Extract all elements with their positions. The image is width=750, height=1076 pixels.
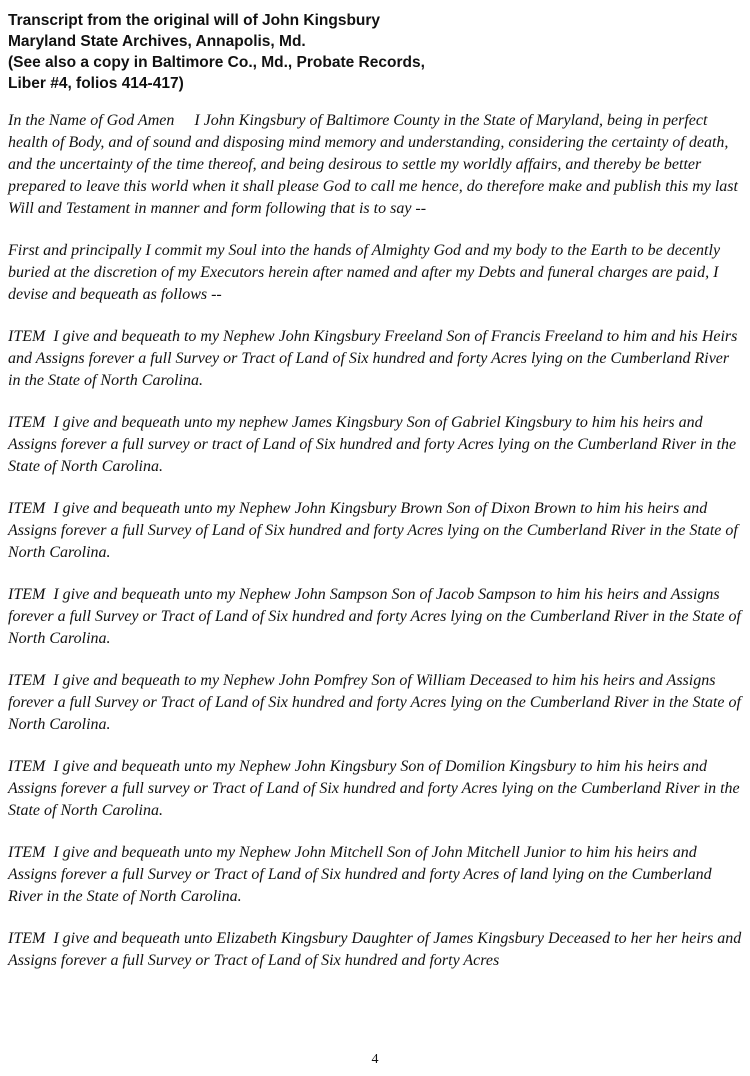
header-line: (See also a copy in Baltimore Co., Md., Probate Records, xyxy=(8,54,425,71)
will-body xyxy=(8,110,745,972)
item-paragraph: ITEM I give and bequeath unto my Nephew John Kingsbury Brown Son of Dixon Brown to him his heirs and Assigns forever a full Survey of Land of Six hundred and forty Acres lying on the Cumberland River in the State of North Carolina. xyxy=(8,500,742,561)
header-line: Maryland State Archives, Annapolis, Md. xyxy=(8,33,306,50)
first-paragraph: First and principally I commit my Soul into the hands of Almighty God and my body to the Earth to be decently buried at the discretion of my Executors herein after named and after my Debts and funeral charges are paid, I devise and bequeath as follows -- xyxy=(8,242,721,303)
item-paragraph: ITEM I give and bequeath to my Nephew John Kingsbury Freeland Son of Francis Freeland to him and his Heirs and Assigns forever a full Survey or Tract of Land of Six hundred and forty Acres lying on the Cumberland River in the State of North Carolina. xyxy=(8,328,742,389)
item-paragraph: ITEM I give and bequeath unto my Nephew John Sampson Son of Jacob Sampson to him his heirs and Assigns forever a full Survey or Tract of Land of Six hundred and forty Acres lying on the Cumberland River in the State of North Carolina. xyxy=(8,586,745,647)
item-paragraph: ITEM I give and bequeath unto my Nephew John Mitchell Son of John Mitchell Junior to him his heirs and Assigns forever a full Survey or Tract of Land of Six hundred and forty Acres of land lying on the Cumberland River in the State of North Carolina. xyxy=(8,844,716,905)
page-number: 4 xyxy=(371,1052,379,1067)
preamble-paragraph: In the Name of God Amen I John Kingsbury of Baltimore County in the State of Maryland, being in perfect health of Body, and of sound and disposing mind memory and understanding, considering the certainty of death, and the uncertainty of the time thereof, and being desirous to settle my worldly affairs, and thereby be better prepared to leave this world when it shall please God to call me hence, do therefore make and publish this my last Will and Testament in manner and form following that is to say -- xyxy=(8,112,742,217)
item-paragraph: ITEM I give and bequeath unto Elizabeth Kingsbury Daughter of James Kingsbury Deceased to her her heirs and Assigns forever a full Survey or Tract of Land of Six hundred and forty Acres xyxy=(8,930,745,969)
item-paragraph: ITEM I give and bequeath to my Nephew John Pomfrey Son of William Deceased to him his heirs and Assigns forever a full Survey or Tract of Land of Six hundred and forty Acres lying on the Cumberland River in the State of North Carolina. xyxy=(8,672,745,733)
item-paragraph: ITEM I give and bequeath unto my Nephew John Kingsbury Son of Domilion Kingsbury to him his heirs and Assigns forever a full survey or Tract of Land of Six hundred and forty Acres lying on the Cumberland River in the State of North Carolina. xyxy=(8,758,744,819)
document-header xyxy=(8,10,742,94)
item-paragraph: ITEM I give and bequeath unto my nephew James Kingsbury Son of Gabriel Kingsbury to him his heirs and Assigns forever a full survey or tract of Land of Six hundred and forty Acres lying on the Cumberland River in the State of North Carolina. xyxy=(8,414,741,475)
header-line: Liber #4, folios 414-417) xyxy=(8,75,184,92)
header-line: Transcript from the original will of John Kingsbury xyxy=(8,12,381,29)
